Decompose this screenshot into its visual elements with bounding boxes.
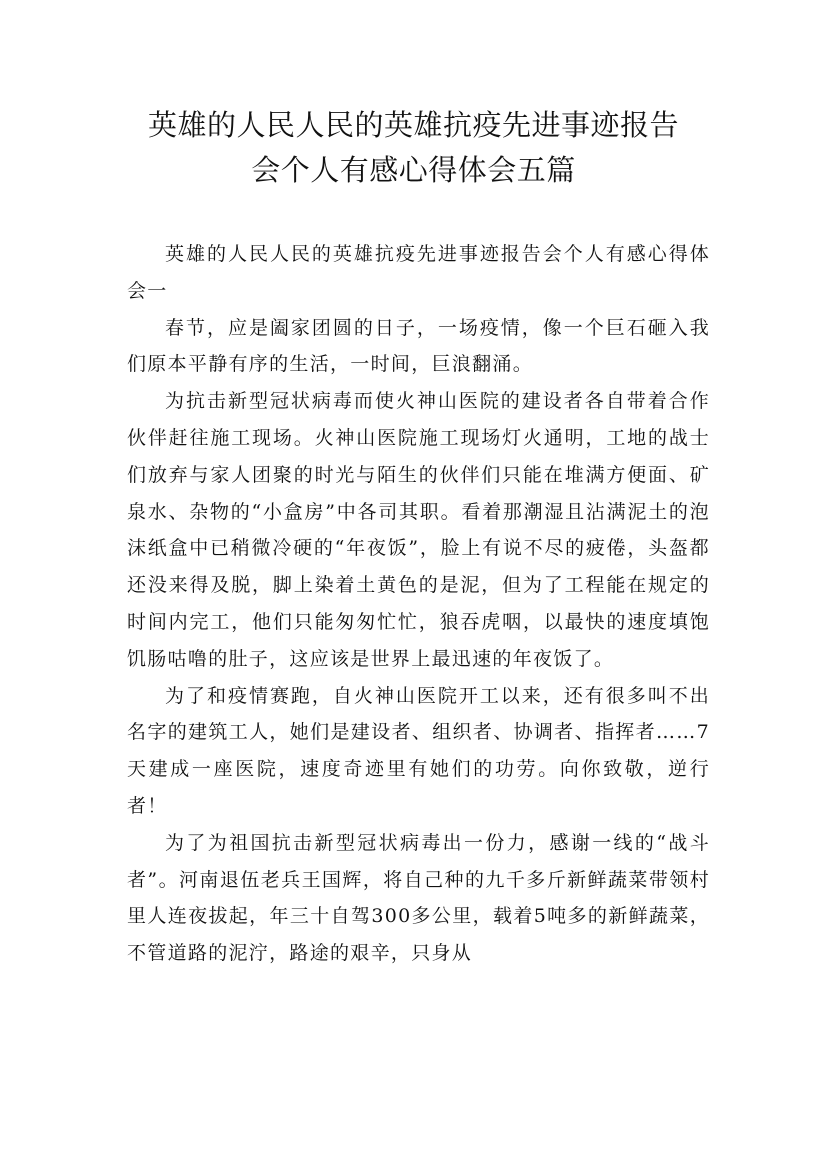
paragraph-subtitle: 英雄的人民人民的英雄抗疫先进事迹报告会个人有感心得体会一 [127,243,710,302]
title-line-2: 会个人有感心得体会五篇 [251,153,576,187]
paragraph-huoshenshan-builders: 为抗击新型冠状病毒而使火神山医院的建设者各自带着合作伙伴赶往施工现场。火神山医院施工现场灯火通明，工地的战士们放弃与家人团聚的时光与陌生的伙伴们只能在堆满方便面、矿泉水、杂物的“小盒房”中各司其职。看着那潮湿且沾满泥土的泡沫纸盒中已稍微冷硬的“年夜饭”，脸上有说不尽的疲倦，头盔都还没来得及脱，脚上染着土黄色的是泥，但为了工程能在规定的时间内完工，他们只能匆匆忙忙，狼吞虎咽，以最快的速度填饱饥肠咕噜的肚子，这应该是世界上最迅速的年夜饭了。 [127,390,710,670]
title-line-1: 英雄的人民人民的英雄抗疫先进事迹报告 [147,108,679,142]
paragraph-veteran-wang: 为了为祖国抗击新型冠状病毒出一份力，感谢一线的“战斗者”。河南退伍老兵王国辉，将自己种的九千多斤新鲜蔬菜带领村里人连夜拔起，年三十自驾300多公里，载着5吨多的新鲜蔬菜，不管道路的泥泞，路途的艰辛，只身从 [127,831,710,965]
paragraph-construction-workers: 为了和疫情赛跑，自火神山医院开工以来，还有很多叫不出名字的建筑工人，她们是建设者、组织者、协调者、指挥者……7天建成一座医院，速度奇迹里有她们的功劳。向你致敬，逆行者！ [127,684,710,817]
document-body [127,236,710,972]
paragraph-spring-festival: 春节，应是阖家团圆的日子，一场疫情，像一个巨石砸入我们原本平静有序的生活，一时间，巨浪翻涌。 [127,316,710,376]
document-title [80,103,747,193]
